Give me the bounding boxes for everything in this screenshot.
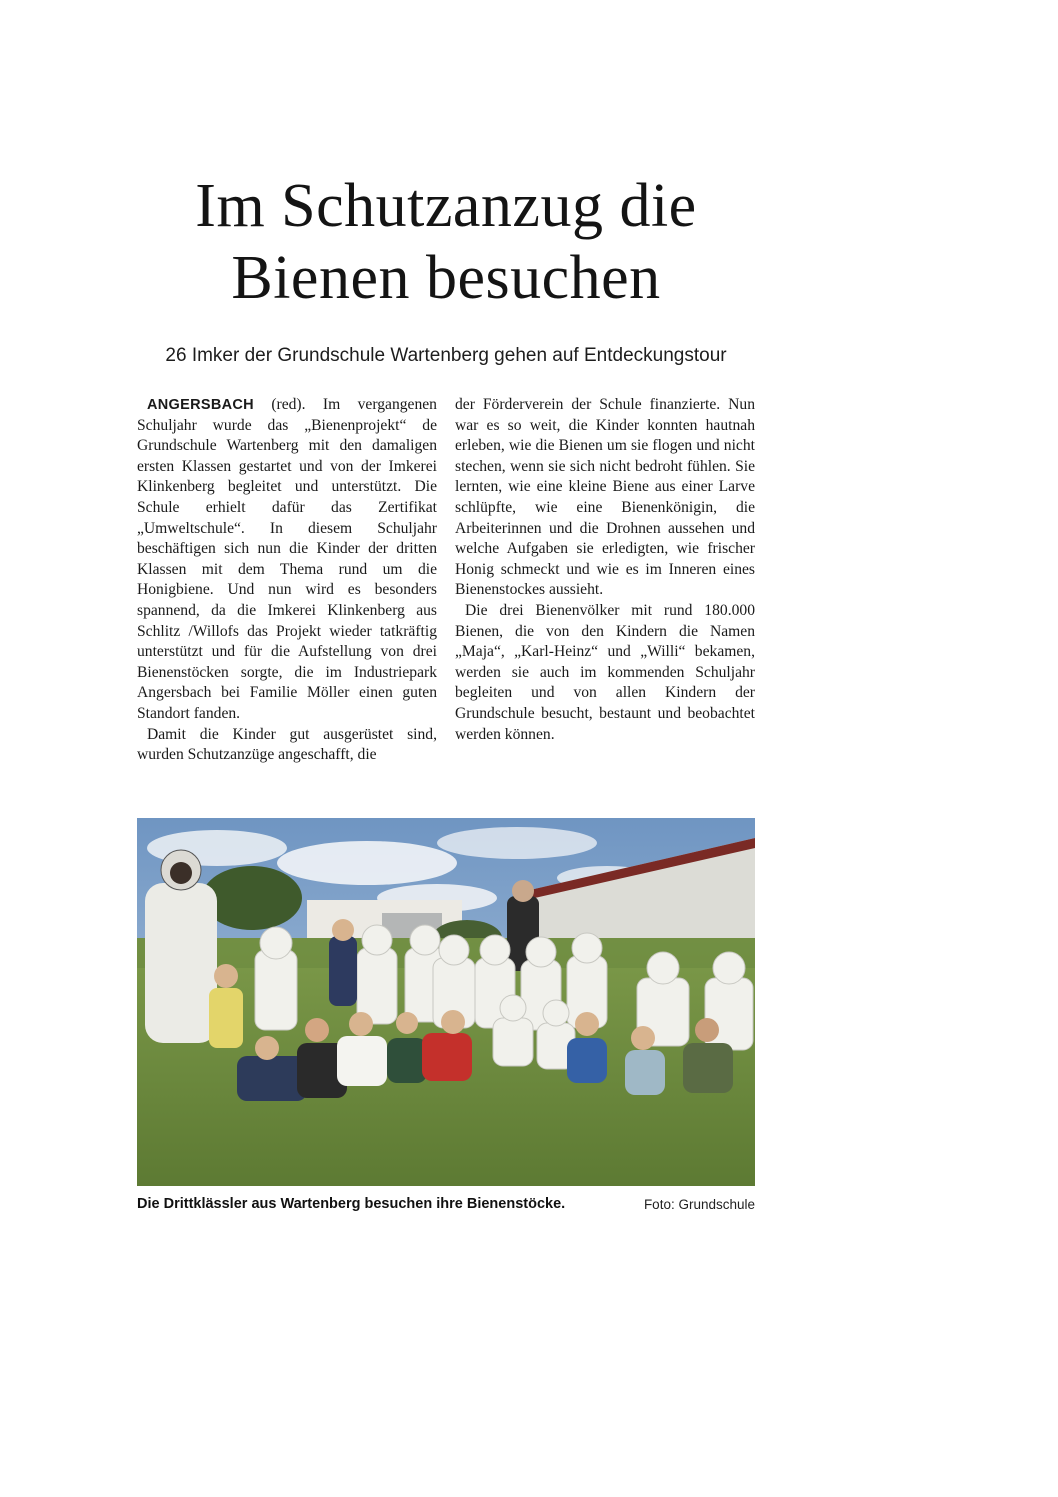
paragraph-text: (red). Im vergangenen Schuljahr wurde das „Bienenprojekt“ de Grundschule Wartenberg mit den damaligen ersten Klassen gestartet und von der Imkerei Klinkenberg begleitet und unterstützt. Die Schule erhielt dafür das Zertifikat „Umweltschule“. In diesem Schuljahr beschäftigen sich nun die Kinder der dritten Klassen mit dem Thema rund um die Honigbiene. Und nun wird es besonders spannend, da die Imkerei Klinkenberg aus Schlitz /Willofs das Projekt wieder tatkräftig unterstützt und für die Aufstellung von drei Bienenstöcken sorgte, die im Industriepark Angersbach bei Familie Möller einen guten Standort fanden. — [137, 396, 437, 722]
paragraph: Damit die Kinder gut ausgerüstet sind, wurden Schutzanzüge angeschafft, die — [137, 725, 437, 764]
photo-caption: Die Drittklässler aus Wartenberg besuchen ihre Bienenstöcke. — [137, 1196, 566, 1212]
photo-beekeeping-group — [137, 818, 755, 1186]
article-photo — [137, 818, 755, 1186]
article-column-left — [137, 395, 437, 766]
headline — [137, 170, 755, 314]
paragraph: der Förderverein der Schule finanzierte. Nun war es so weit, die Kinder konnten hautnah erleben, wie die Bienen um sie flogen und nicht stechen, wenn sie sich nicht bedroht fühlen. Sie lernten, wie eine kleine Biene aus einer Larve schlüpfte, wie eine Bienenkönigin, die Arbeiterinnen und die Drohnen aussehen und welche Aufgaben sie erledigten, wie frischer Honig schmeckt und wie es im Inneren eines Bienenstockes aussieht. — [455, 396, 755, 599]
paragraph: Die drei Bienenvölker mit rund 180.000 Bienen, die von den Kindern die Namen „Maja“, „Karl-Heinz“ und „Willi“ bekamen, werden sie auch im kommenden Schuljahr begleiten und von allen Kindern der Grundschule besucht, bestaunt und beobachtet werden können. — [455, 601, 755, 743]
subheadline: 26 Imker der Grundschule Wartenberg gehen auf Entdeckungstour — [165, 345, 727, 366]
headline-line-2: Bienen besuchen — [231, 244, 661, 312]
dateline: ANGERSBACH — [147, 397, 254, 413]
headline-line-1: Im Schutzanzug die — [195, 172, 697, 240]
article-body — [137, 395, 755, 800]
photo-credit: Foto: Grundschule — [643, 1197, 755, 1212]
paragraph — [137, 395, 437, 725]
article-column-right — [455, 395, 755, 745]
